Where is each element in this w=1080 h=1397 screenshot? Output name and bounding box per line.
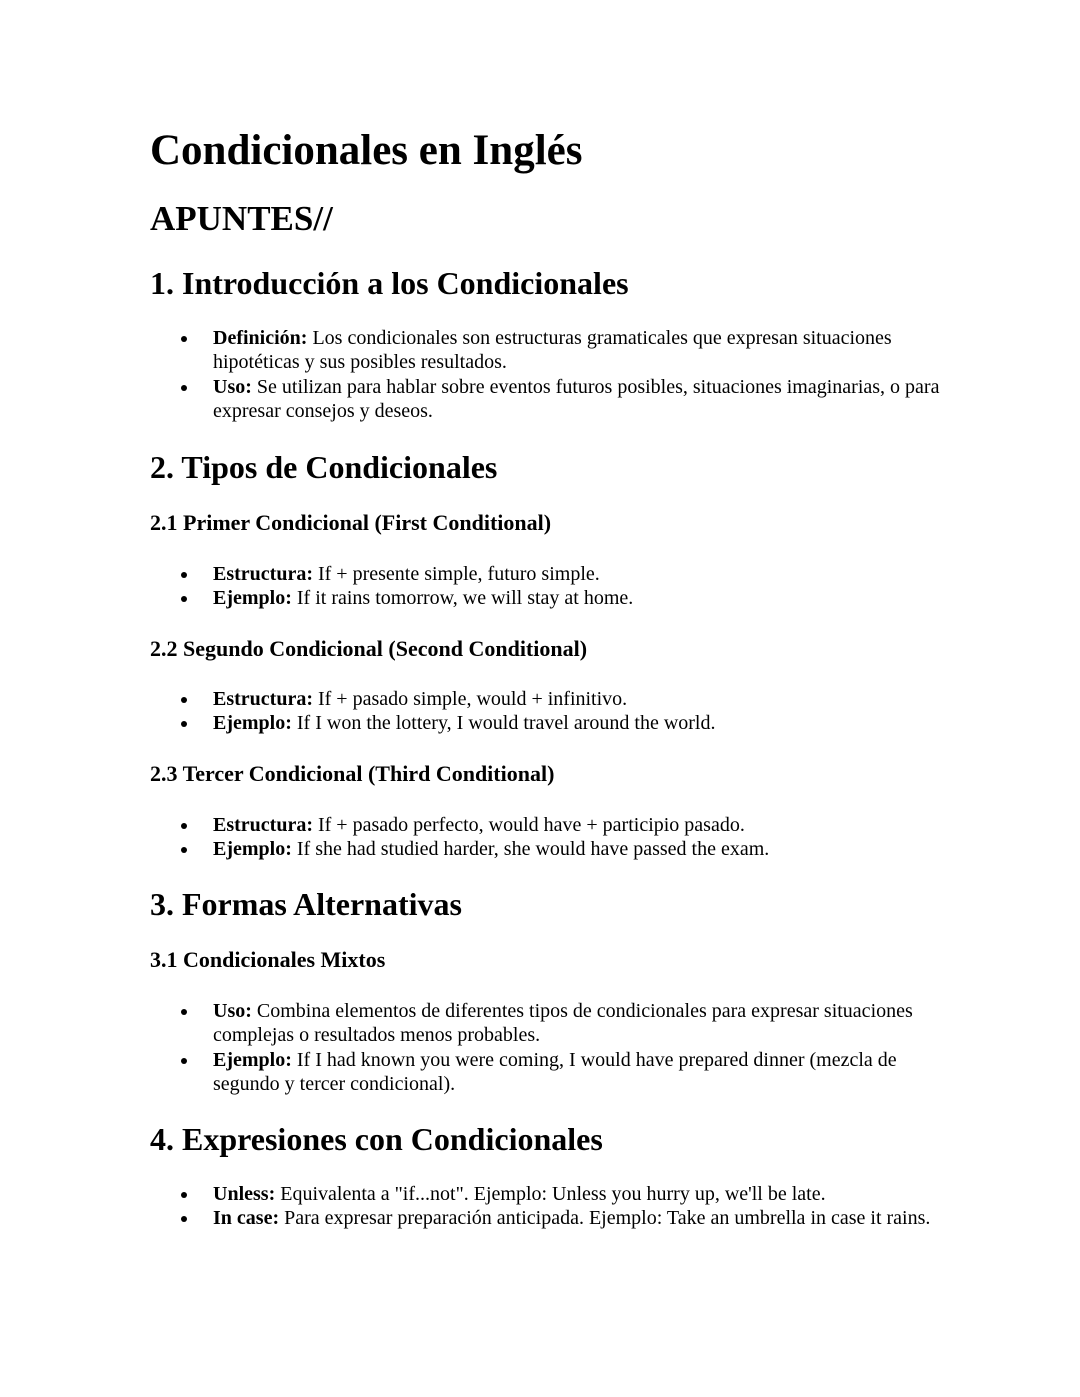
item-label: Ejemplo: xyxy=(213,1048,292,1071)
item-text: If + presente simple, futuro simple. xyxy=(312,563,600,585)
list-item xyxy=(150,1206,940,1230)
item-label: Ejemplo: xyxy=(213,587,292,610)
list-item xyxy=(150,837,950,861)
item-text: If I had known you were coming, I would have prepared dinner (mezcla de segundo y tercer condicional). xyxy=(213,1048,897,1096)
item-label: Estructura: xyxy=(213,688,313,710)
item-label: Ejemplo: xyxy=(213,838,292,861)
list-item xyxy=(150,586,950,610)
list-item xyxy=(150,687,950,711)
subsection-2-1-list xyxy=(150,562,950,611)
document-title: Condicionales en Inglés xyxy=(150,127,583,174)
section-3-heading: 3. Formas Alternativas xyxy=(150,886,462,922)
list-item xyxy=(150,562,950,586)
document-subtitle: APUNTES// xyxy=(150,199,333,238)
item-label: Uso: xyxy=(213,1000,252,1022)
list-item xyxy=(150,375,940,424)
list-item xyxy=(150,1048,930,1097)
subsection-3-1-heading: 3.1 Condicionales Mixtos xyxy=(150,947,386,972)
item-text: If it rains tomorrow, we will stay at home. xyxy=(291,587,634,610)
item-label: In case: xyxy=(213,1207,280,1230)
subsection-2-3-heading: 2.3 Tercer Condicional (Third Conditional) xyxy=(150,761,555,786)
list-item xyxy=(150,999,930,1048)
list-item xyxy=(150,813,950,837)
item-label: Unless: xyxy=(213,1183,276,1205)
item-text: If she had studied harder, she would have passed the exam. xyxy=(291,838,770,861)
item-text: Para expresar preparación anticipada. Ejemplo: Take an umbrella in case it rains. xyxy=(279,1207,931,1230)
item-label: Estructura: xyxy=(213,563,313,585)
list-item xyxy=(150,326,940,375)
item-text: If + pasado simple, would + infinitivo. xyxy=(312,688,628,710)
item-text: If + pasado perfecto, would have + participio pasado. xyxy=(312,814,745,836)
section-1-list xyxy=(150,326,940,424)
item-label: Uso: xyxy=(213,375,252,398)
section-4-heading: 4. Expresiones con Condicionales xyxy=(150,1121,603,1157)
subsection-3-1-list xyxy=(150,999,930,1097)
item-text: Combina elementos de diferentes tipos de condicionales para expresar situaciones complejas o resultados menos probables. xyxy=(213,1000,913,1047)
item-text: Los condicionales son estructuras gramaticales que expresan situaciones hipotéticas y sus posibles resultados. xyxy=(213,327,892,374)
section-1-heading: 1. Introducción a los Condicionales xyxy=(150,265,629,301)
item-label: Estructura: xyxy=(213,814,313,836)
subsection-2-3-list xyxy=(150,813,950,862)
item-text: Equivalenta a "if...not". Ejemplo: Unless you hurry up, we'll be late. xyxy=(275,1183,826,1205)
item-label: Ejemplo: xyxy=(213,712,292,735)
item-text: If I won the lottery, I would travel around the world. xyxy=(291,712,716,735)
subsection-2-2-heading: 2.2 Segundo Condicional (Second Conditional) xyxy=(150,636,588,661)
section-4-list xyxy=(150,1182,940,1231)
list-item xyxy=(150,711,950,735)
item-label: Definición: xyxy=(213,327,308,349)
list-item xyxy=(150,1182,940,1206)
item-text: Se utilizan para hablar sobre eventos futuros posibles, situaciones imaginarias, o para expresar consejos y deseos. xyxy=(213,375,940,423)
subsection-2-2-list xyxy=(150,687,950,736)
subsection-2-1-heading: 2.1 Primer Condicional (First Conditional) xyxy=(150,510,552,535)
section-2-heading: 2. Tipos de Condicionales xyxy=(150,449,498,485)
